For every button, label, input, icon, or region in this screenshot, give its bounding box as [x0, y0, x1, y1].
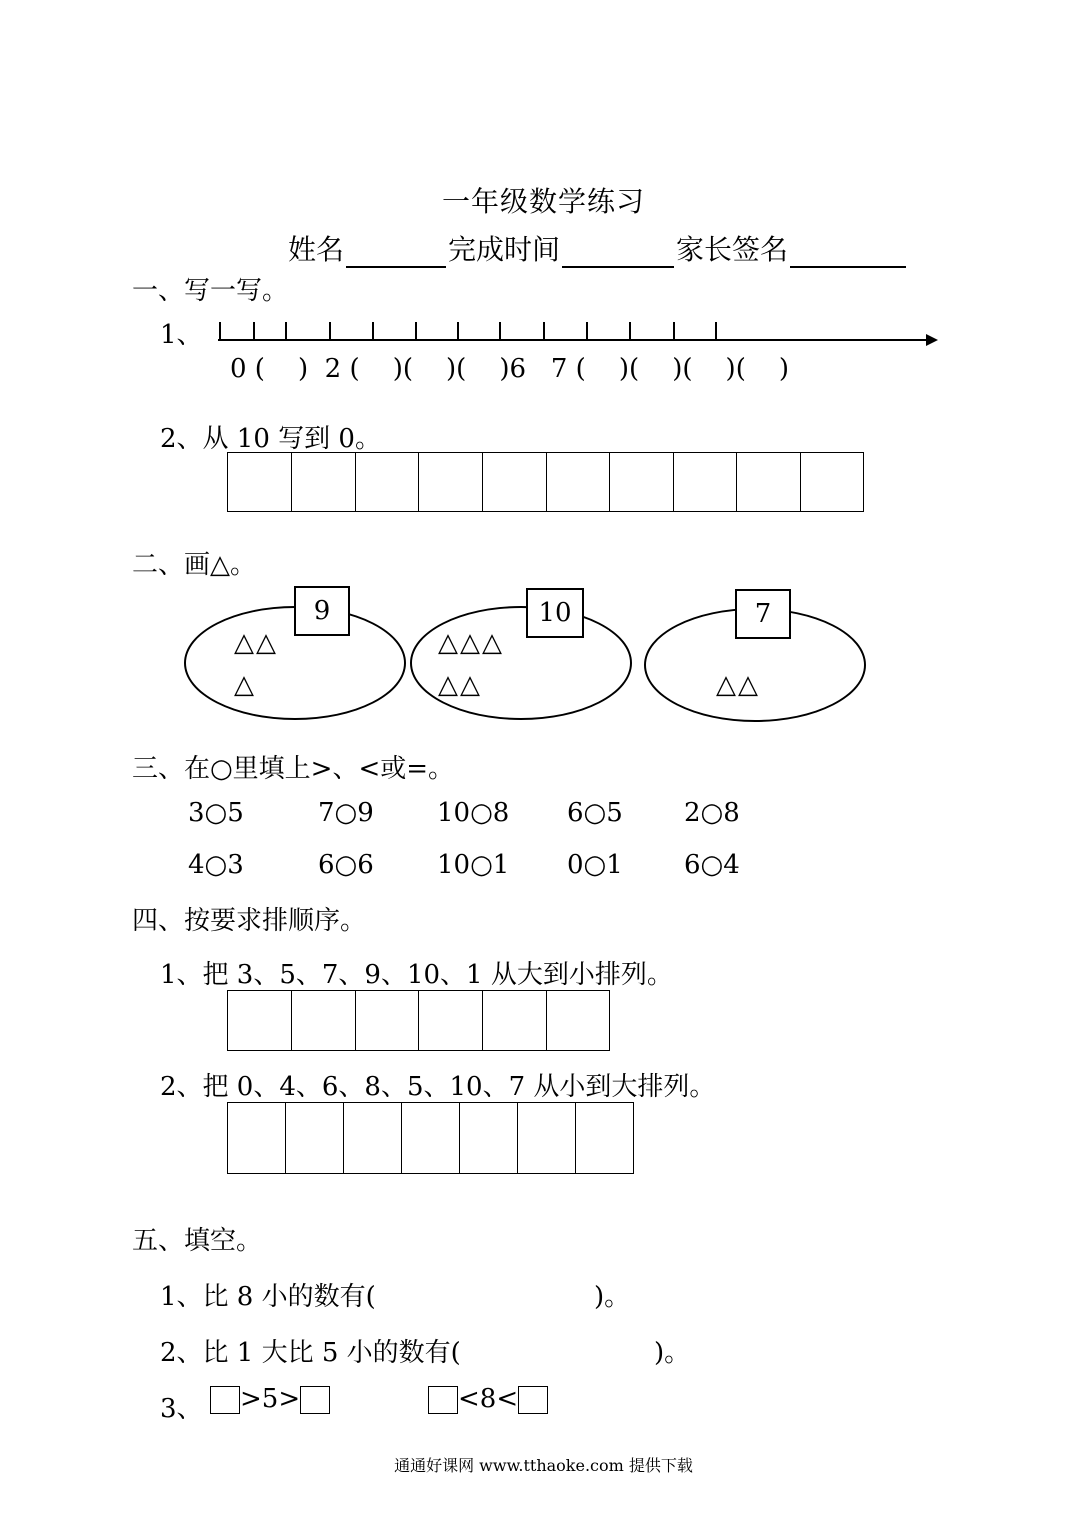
- section-2-heading: 二、画△。: [132, 550, 256, 580]
- answer-box[interactable]: [402, 1103, 460, 1173]
- answer-box[interactable]: [428, 1386, 458, 1414]
- triangles-row: △△△: [438, 628, 504, 658]
- number-line: [210, 318, 940, 348]
- time-blank[interactable]: [562, 240, 674, 268]
- name-label: 姓名: [288, 233, 345, 266]
- section-1-heading: 一、写一写。: [132, 276, 289, 306]
- time-label: 完成时间: [448, 233, 561, 266]
- answer-box[interactable]: [547, 991, 610, 1050]
- triangles-row: △△: [716, 670, 760, 700]
- answer-box[interactable]: [801, 453, 864, 511]
- page-footer: 通通好课网 www.tthaoke.com 提供下载: [394, 1456, 693, 1475]
- answer-box[interactable]: [674, 453, 737, 511]
- target-number-box: 7: [735, 589, 791, 639]
- parent-signature-blank[interactable]: [790, 240, 906, 268]
- question-1-1-label: 1、: [160, 320, 203, 350]
- compare-item[interactable]: 10○1: [437, 850, 510, 880]
- number-line-labels[interactable]: 0 ( ) 2 ( )( )( )6 7 ( )( )( )( ): [230, 354, 790, 384]
- inequality-a: [210, 1384, 330, 1414]
- descending-answer-boxes: [227, 990, 610, 1051]
- compare-item[interactable]: 2○8: [684, 798, 740, 828]
- answer-box[interactable]: [228, 453, 292, 511]
- answer-box[interactable]: [286, 1103, 344, 1173]
- answer-box[interactable]: [344, 1103, 402, 1173]
- question-5-2-blank[interactable]: [484, 1332, 652, 1364]
- answer-box[interactable]: [292, 991, 356, 1050]
- answer-box[interactable]: [483, 453, 547, 511]
- inequality-a-middle: >5>: [240, 1384, 301, 1414]
- name-blank[interactable]: [346, 240, 446, 268]
- compare-item[interactable]: 6○5: [567, 798, 623, 828]
- section-4-heading: 四、按要求排顺序。: [132, 906, 367, 936]
- countdown-answer-boxes: [227, 452, 864, 512]
- answer-box[interactable]: [518, 1386, 548, 1414]
- answer-box[interactable]: [419, 453, 483, 511]
- answer-box[interactable]: [576, 1103, 634, 1173]
- compare-item[interactable]: 10○8: [437, 798, 510, 828]
- question-5-1-prefix: 1、比 8 小的数有(: [160, 1282, 376, 1312]
- answer-box[interactable]: [460, 1103, 518, 1173]
- question-4-2-text: 2、把 0、4、6、8、5、10、7 从小到大排列。: [160, 1072, 716, 1102]
- answer-box[interactable]: [356, 991, 419, 1050]
- answer-box[interactable]: [518, 1103, 576, 1173]
- question-5-2-suffix: )。: [654, 1338, 691, 1368]
- compare-item[interactable]: 6○4: [684, 850, 740, 880]
- target-number-box: 9: [294, 586, 350, 636]
- question-5-3-label: 3、: [160, 1394, 203, 1424]
- question-5-1-suffix: )。: [594, 1282, 631, 1312]
- compare-item[interactable]: 4○3: [188, 850, 244, 880]
- triangle-group-ellipse: [410, 606, 632, 720]
- question-1-2-text: 2、从 10 写到 0。: [160, 424, 381, 454]
- triangles-row: △△: [234, 628, 278, 658]
- answer-box[interactable]: [228, 1103, 286, 1173]
- answer-box[interactable]: [228, 991, 292, 1050]
- answer-box[interactable]: [547, 453, 610, 511]
- answer-box[interactable]: [483, 991, 547, 1050]
- inequality-b: [428, 1384, 548, 1414]
- parent-signature-label: 家长签名: [676, 233, 789, 266]
- ascending-answer-boxes: [227, 1102, 634, 1174]
- compare-item[interactable]: 3○5: [188, 798, 244, 828]
- triangles-row: △: [234, 670, 256, 700]
- target-number-box: 10: [526, 588, 584, 638]
- section-3-heading: 三、在○里填上>、<或=。: [132, 754, 455, 784]
- answer-box[interactable]: [419, 991, 483, 1050]
- question-5-1-blank[interactable]: [398, 1276, 588, 1308]
- compare-item[interactable]: 0○1: [567, 850, 623, 880]
- answer-box[interactable]: [210, 1386, 240, 1414]
- answer-box[interactable]: [737, 453, 801, 511]
- compare-item[interactable]: 6○6: [318, 850, 374, 880]
- question-4-1-text: 1、把 3、5、7、9、10、1 从大到小排列。: [160, 960, 673, 990]
- section-5-heading: 五、填空。: [132, 1226, 263, 1256]
- compare-item[interactable]: 7○9: [318, 798, 374, 828]
- answer-box[interactable]: [610, 453, 674, 511]
- answer-box[interactable]: [292, 453, 356, 511]
- question-5-2-prefix: 2、比 1 大比 5 小的数有(: [160, 1338, 461, 1368]
- student-info-header: [288, 228, 908, 268]
- inequality-b-middle: <8<: [458, 1384, 519, 1414]
- answer-box[interactable]: [300, 1386, 330, 1414]
- answer-box[interactable]: [356, 453, 419, 511]
- triangles-row: △△: [438, 670, 482, 700]
- page-title: 一年级数学练习: [441, 185, 645, 218]
